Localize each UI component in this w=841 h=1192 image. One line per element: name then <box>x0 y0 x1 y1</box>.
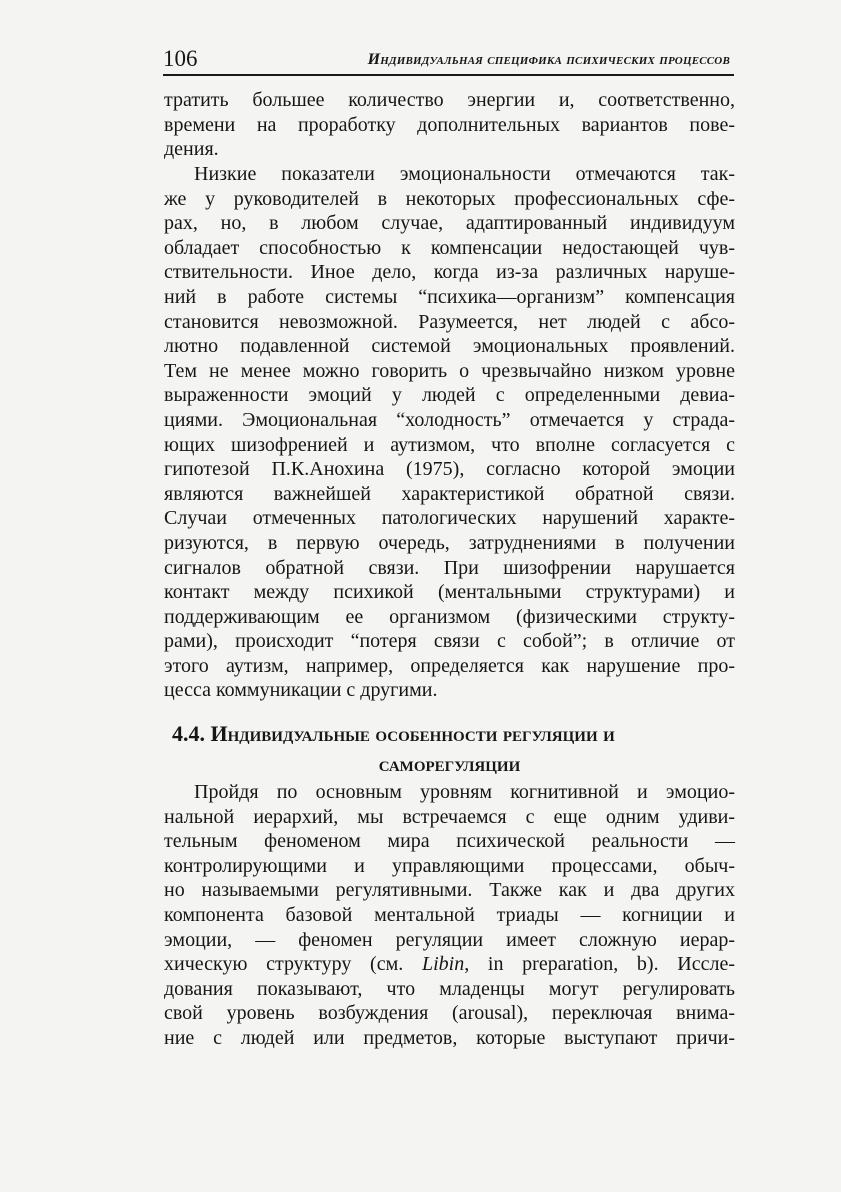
citation-prefix: хическую структуру (см. <box>164 953 422 976</box>
text-line: рами), происходит “потеря связи с собой”; в отличие от <box>164 630 735 653</box>
paragraph-continuation <box>164 88 735 162</box>
text-line: обладает способностью к компенсации недостающей чув- <box>164 236 735 259</box>
text-line: Пройдя по основным уровням когнитивной и эмоцио- <box>194 781 735 803</box>
text-line: ствительности. Иное дело, когда из-за различных наруше- <box>164 261 735 284</box>
text-line: контролирующими и управляющими процессами, обыч- <box>164 854 735 877</box>
text-line: гипотезой П.К.Анохина (1975), согласно которой эмоции <box>164 458 735 481</box>
section-heading-line1: 4.4. Индивидуальные особенности регуляции и <box>172 721 615 746</box>
text-line: сигналов обратной связи. При шизофрении нарушается <box>164 556 735 579</box>
text-line: ющих шизофренией и аутизмом, что вполне согласуется с <box>164 433 735 456</box>
text-line: эмоции, — феномен регуляции имеет сложную иерар- <box>164 928 735 951</box>
text-line: рах, но, в любом случае, адаптированный индивидуум <box>164 212 735 235</box>
text-line: Низкие показатели эмоциональности отмечаются так- <box>194 163 735 185</box>
citation-line <box>164 952 735 977</box>
text-line: свой уровень возбуждения (arousal), переключая внима- <box>164 1002 735 1025</box>
text-line: выраженности эмоций у людей с определенными девиа- <box>164 384 735 407</box>
paragraph-emotionality <box>164 162 735 703</box>
text-line: компонента базовой ментальной триады — когниции и <box>164 903 735 926</box>
text-line: ние с людей или предметов, которые выступают причи- <box>164 1026 735 1049</box>
page-number: 106 <box>163 46 198 71</box>
text-line: Тем не менее можно говорить о чрезвычайно низком уровне <box>164 359 735 382</box>
text-line: ризуются, в первую очередь, затруднениями в получении <box>164 531 735 554</box>
text-line: времени на проработку дополнительных вариантов пове- <box>164 113 735 136</box>
text-line: тратить большее количество энергии и, соответственно, <box>164 89 735 111</box>
text-line: нальной иерархий, мы встречаемся с еще одним удиви- <box>164 805 735 828</box>
text-line: же у руководителей в некоторых профессиональных сфе- <box>164 187 735 210</box>
text-line: тельным феноменом мира психической реальности — <box>164 830 735 853</box>
paragraph-regulation <box>164 780 735 1051</box>
text-line: поддерживающим ее организмом (физическими структу- <box>164 605 735 628</box>
text-line: Случаи отмеченных патологических нарушений характе- <box>164 507 735 530</box>
text-line: дения. <box>164 138 219 161</box>
citation-suffix: , in preparation, b). Иссле- <box>464 953 735 976</box>
section-heading-line2: саморегуляции <box>378 751 521 776</box>
running-title: Индивидуальная специфика психических процессов <box>367 51 730 68</box>
text-line: этого аутизм, например, определяется как нарушение про- <box>164 654 735 677</box>
text-line: ний в работе системы “психика—организм” компенсация <box>164 285 735 308</box>
text-line: лютно подавленной системой эмоциональных проявлений. <box>164 335 735 358</box>
citation-author: Libin <box>421 953 465 976</box>
text-line: цесса коммуникации с другими. <box>164 679 438 702</box>
text-line: циями. Эмоциональная “холодность” отмечается у страда- <box>164 408 735 431</box>
text-line: контакт между психикой (ментальными структурами) и <box>164 581 735 604</box>
running-header <box>163 44 734 76</box>
text-line: дования показывают, что младенцы могут регулировать <box>164 977 735 1000</box>
text-line: являются важнейшей характеристикой обратной связи. <box>164 482 735 505</box>
text-line: но называемыми регулятивными. Также как и два других <box>164 879 735 902</box>
text-line: становится невозможной. Разумеется, нет людей с абсо- <box>164 310 735 333</box>
